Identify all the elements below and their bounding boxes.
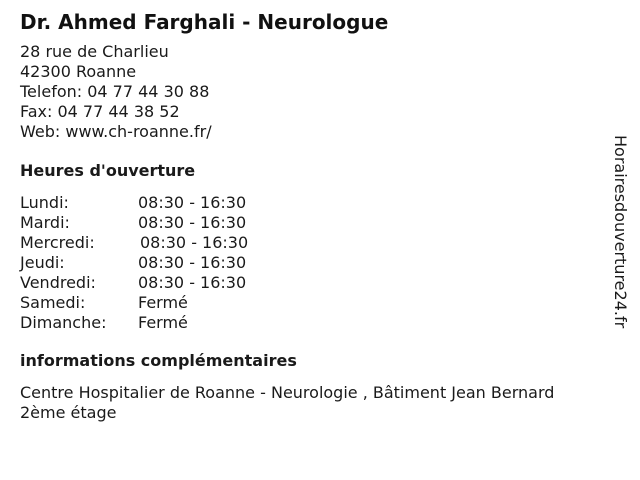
- hours-row-mercredi: [20, 233, 610, 253]
- hours-day: Samedi:: [20, 293, 86, 312]
- hours-heading: Heures d'ouverture: [20, 161, 196, 180]
- hours-day: Dimanche:: [20, 313, 107, 332]
- info-heading: informations complémentaires: [20, 351, 297, 370]
- fax-line: Fax: 04 77 44 38 52: [20, 102, 180, 121]
- web-line[interactable]: Web: www.ch-roanne.fr/: [20, 122, 212, 141]
- address-block: [20, 42, 610, 142]
- hours-day: Vendredi:: [20, 273, 96, 292]
- info-line-2: 2ème étage: [20, 403, 117, 422]
- hours-table: [20, 193, 610, 333]
- hours-row-dimanche: [20, 313, 610, 333]
- site-watermark[interactable]: Horairesdouverture24.fr: [611, 135, 630, 329]
- hours-time: 08:30 - 16:30: [140, 233, 249, 252]
- hours-day: Mardi:: [20, 213, 70, 232]
- business-card: [20, 8, 610, 423]
- hours-row-mardi: [20, 213, 610, 233]
- hours-row-jeudi: [20, 253, 610, 273]
- phone-line[interactable]: Telefon: 04 77 44 30 88: [20, 82, 210, 101]
- hours-day: Jeudi:: [20, 253, 65, 272]
- hours-row-vendredi: [20, 273, 610, 293]
- hours-time: 08:30 - 16:30: [138, 193, 247, 212]
- hours-time: 08:30 - 16:30: [138, 213, 247, 232]
- hours-day: Mercredi:: [20, 233, 95, 252]
- hours-row-lundi: [20, 193, 610, 213]
- city-line: 42300 Roanne: [20, 62, 137, 81]
- street-line: 28 rue de Charlieu: [20, 42, 169, 61]
- info-text: [20, 383, 610, 423]
- hours-time: 08:30 - 16:30: [138, 273, 247, 292]
- hours-row-samedi: [20, 293, 610, 313]
- hours-time: Fermé: [138, 293, 188, 312]
- hours-time: Fermé: [138, 313, 188, 332]
- page-title: Dr. Ahmed Farghali - Neurologue: [20, 10, 389, 34]
- hours-time: 08:30 - 16:30: [138, 253, 247, 272]
- info-line-1: Centre Hospitalier de Roanne - Neurologie , Bâtiment Jean Bernard: [20, 383, 555, 402]
- hours-day: Lundi:: [20, 193, 69, 212]
